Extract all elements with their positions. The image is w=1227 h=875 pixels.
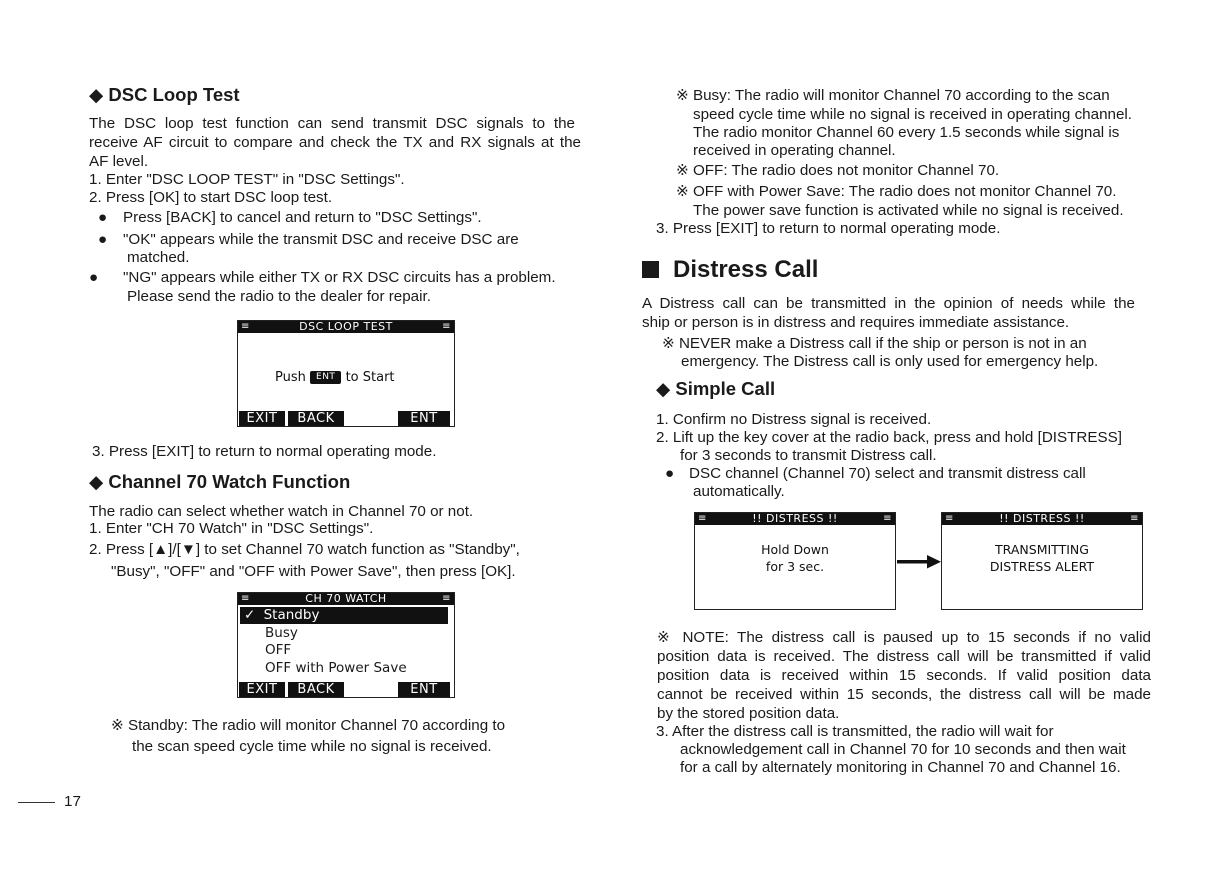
- menu-lines-icon: ≡: [442, 593, 451, 604]
- screen-title-bar: ≡ CH 70 WATCH ≡: [238, 593, 454, 605]
- distress-note-line-4: cannot be received within 15 seconds, the distress call will be made: [657, 686, 1151, 703]
- never-note-line-1: ※ NEVER make a Distress call if the ship or person is not in an: [662, 335, 1087, 352]
- softkey-ent: ENT: [398, 682, 450, 697]
- loop-test-step-1: 1. Enter "DSC LOOP TEST" in "DSC Settings".: [89, 171, 405, 188]
- ch70-intro: The radio can select whether watch in Channel 70 or not.: [89, 503, 474, 520]
- distress-note-line-3: position data is received within 15 seconds. If valid position data: [657, 667, 1151, 684]
- simple-call-bullet: DSC channel (Channel 70) select and transmit distress call: [689, 465, 1086, 482]
- menu-lines-icon: ≡: [945, 513, 954, 524]
- menu-lines-icon: ≡: [883, 513, 892, 524]
- distress-step-3-line-3: for a call by alternately monitoring in Channel 70 and Channel 16.: [680, 759, 1121, 776]
- menu-lines-icon: ≡: [698, 513, 707, 524]
- ch70-step-3: 3. Press [EXIT] to return to normal operating mode.: [656, 220, 1001, 237]
- loop-test-bullet-2: "OK" appears while the transmit DSC and receive DSC are: [123, 231, 519, 248]
- loop-test-step-2: 2. Press [OK] to start DSC loop test.: [89, 189, 333, 206]
- softkey-ent: ENT: [398, 411, 450, 426]
- simple-call-bullet-cont: automatically.: [693, 483, 785, 500]
- square-bullet-icon: [642, 261, 659, 278]
- menu-option-off: OFF: [265, 642, 292, 658]
- menu-option-off-power-save: OFF with Power Save: [265, 660, 407, 676]
- diamond-bullet-icon: ◆: [89, 471, 104, 492]
- busy-note-line-2: speed cycle time while no signal is received in operating channel.: [693, 106, 1132, 123]
- ch70-step-2-cont: "Busy", "OFF" and "OFF with Power Save", then press [OK].: [111, 563, 516, 580]
- ch70-step-1: 1. Enter "CH 70 Watch" in "DSC Settings".: [89, 520, 374, 537]
- ch70-watch-screen: [237, 592, 455, 698]
- bullet-dot-icon: ●: [89, 269, 99, 286]
- bullet-dot-icon: ●: [98, 209, 108, 226]
- diamond-bullet-icon: ◆: [656, 378, 671, 399]
- menu-option-busy: Busy: [265, 625, 298, 641]
- distress-hold-screen: [694, 512, 896, 610]
- section-heading-dsc-loop-test: ◆ DSC Loop Test: [89, 84, 240, 105]
- softkey-exit: EXIT: [239, 682, 285, 697]
- loop-test-intro-line-3: AF level.: [89, 153, 149, 170]
- menu-lines-icon: ≡: [241, 593, 250, 604]
- distress-intro-line-2: ship or person is in distress and requires immediate assistance.: [642, 314, 1070, 331]
- bullet-dot-icon: ●: [665, 465, 675, 482]
- simple-call-step-2-cont: for 3 seconds to transmit Distress call.: [680, 447, 937, 464]
- busy-note-line-4: received in operating channel.: [693, 142, 896, 159]
- menu-lines-icon: ≡: [241, 321, 250, 332]
- subheading-simple-call: ◆ Simple Call: [656, 378, 776, 399]
- push-to-start-text: Push ENT to Start: [275, 370, 395, 385]
- menu-lines-icon: ≡: [442, 321, 451, 332]
- off-note: ※ OFF: The radio does not monitor Channel 70.: [676, 162, 1000, 179]
- transmitting-text: TRANSMITTING: [995, 542, 1089, 557]
- loop-test-bullet-1: Press [BACK] to cancel and return to "DSC Settings".: [123, 209, 482, 226]
- softkey-back: BACK: [288, 682, 344, 697]
- loop-test-intro-line-2: receive AF circuit to compare and check the TX and RX signals at the: [89, 134, 581, 151]
- screen-title-bar: ≡ DSC LOOP TEST ≡: [238, 321, 454, 333]
- diamond-bullet-icon: ◆: [89, 84, 104, 105]
- distress-step-3-line-2: acknowledgement call in Channel 70 for 10 seconds and then wait: [680, 741, 1126, 758]
- dsc-loop-test-screen: [237, 320, 455, 427]
- bullet-dot-icon: ●: [98, 231, 108, 248]
- busy-note-line-3: The radio monitor Channel 60 every 1.5 seconds while signal is: [693, 124, 1120, 141]
- loop-test-step-3: 3. Press [EXIT] to return to normal operating mode.: [92, 443, 437, 460]
- distress-step-3-line-1: 3. After the distress call is transmitted, the radio will wait for: [656, 723, 1054, 740]
- standby-note-line-2: the scan speed cycle time while no signal is received.: [132, 738, 492, 755]
- section-heading-distress-call: Distress Call: [642, 256, 818, 284]
- distress-note-line-1: ※ NOTE: The distress call is paused up to 15 seconds if no valid: [657, 629, 1151, 646]
- never-note-line-2: emergency. The Distress call is only used for emergency help.: [681, 353, 1099, 370]
- loop-test-bullet-2-cont: matched.: [127, 249, 190, 266]
- busy-note-line-1: ※ Busy: The radio will monitor Channel 70 according to the scan: [676, 87, 1110, 104]
- checkmark-icon: ✓: [244, 607, 256, 623]
- loop-test-bullet-3-cont: Please send the radio to the dealer for repair.: [127, 288, 431, 305]
- screen-title-bar: ≡ !! DISTRESS !! ≡: [942, 513, 1142, 525]
- distress-transmitting-screen: [941, 512, 1143, 610]
- menu-option-standby: ✓ Standby: [240, 607, 448, 624]
- footer-rule: [18, 802, 55, 803]
- loop-test-intro-line-1: The DSC loop test function can send transmit DSC signals to the: [89, 115, 575, 132]
- softkey-back: BACK: [288, 411, 344, 426]
- page-number: 17: [64, 793, 81, 810]
- distress-note-line-2: position data is received. The distress call will be transmitted if valid: [657, 648, 1151, 665]
- menu-lines-icon: ≡: [1130, 513, 1139, 524]
- simple-call-step-1: 1. Confirm no Distress signal is received.: [656, 411, 932, 428]
- section-heading-ch70-watch: ◆ Channel 70 Watch Function: [89, 471, 351, 492]
- standby-note-line-1: ※ Standby: The radio will monitor Channel 70 according to: [111, 717, 506, 734]
- arrow-right-icon: [897, 555, 941, 569]
- ch70-step-2: 2. Press [▲]/[▼] to set Channel 70 watch function as "Standby",: [89, 541, 520, 558]
- distress-alert-text: DISTRESS ALERT: [989, 559, 1095, 574]
- distress-intro-line-1: A Distress call can be transmitted in the opinion of needs while the: [642, 295, 1135, 312]
- three-seconds-text: for 3 sec.: [765, 559, 825, 574]
- off-power-save-note-line-2: The power save function is activated while no signal is received.: [693, 202, 1124, 219]
- ent-key-icon: ENT: [310, 371, 341, 384]
- distress-note-line-5: by the stored position data.: [657, 705, 840, 722]
- off-power-save-note-line-1: ※ OFF with Power Save: The radio does not monitor Channel 70.: [676, 183, 1117, 200]
- softkey-exit: EXIT: [239, 411, 285, 426]
- screen-title-bar: ≡ !! DISTRESS !! ≡: [695, 513, 895, 525]
- hold-down-text: Hold Down: [761, 542, 829, 557]
- loop-test-bullet-3: "NG" appears while either TX or RX DSC circuits has a problem.: [123, 269, 556, 286]
- simple-call-step-2: 2. Lift up the key cover at the radio back, press and hold [DISTRESS]: [656, 429, 1122, 446]
